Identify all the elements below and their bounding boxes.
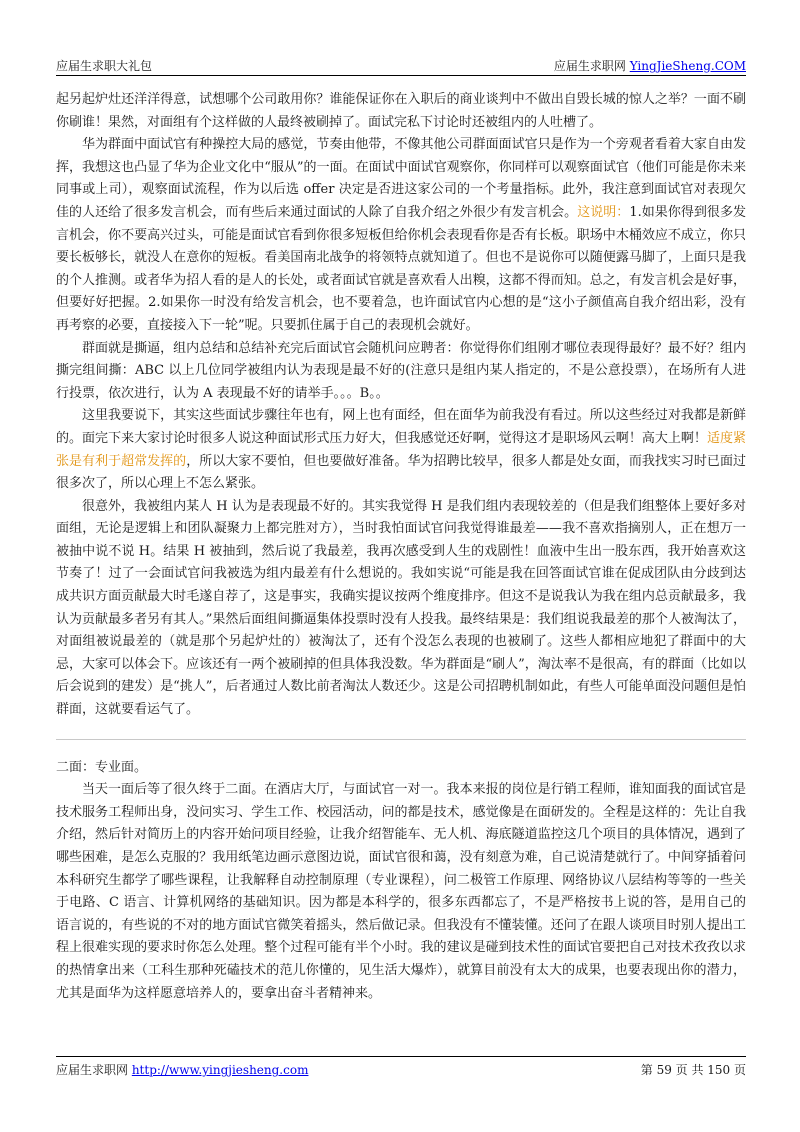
- header-title: 应届生求职大礼包: [56, 59, 153, 73]
- paragraph-2-text-a: 华为群面中面试官有种操控大局的感觉，节奏由他带，不像其他公司群面面试官只是作为一个旁观者看着大家自由发挥，我想这也凸显了华为企业文化中“服从”的一面。在面试中面试官观察你，你同样可以观察面试官（他们可能是你未来同事或上司），观察面试流程，作为以后选 offer 决定是否进这家公司的一个考量指标。此外，我注意到面试官对表现欠佳的人还给了很多发言机会，而有些后来通过面试的人除了自我介绍之外很少有发言机会。: [56, 137, 746, 220]
- paragraph-4-text-a: 这里我要说下，其实这些面试步骤往年也有，网上也有面经，但在面华为前我没有看过。所以这些经过对我都是新鲜的。面完下来大家讨论时很多人说这种面试形式压力好大，但我感觉还好啊，觉得这才是职场风云啊！高大上啊！: [56, 408, 746, 446]
- paragraph-4-text-b: ，所以大家不要怕，但也要做好准备。华为招聘比较早，很多人都是处女面，而我找实习时已面过很多次了，所以心理上不怎么紧张。: [56, 453, 746, 492]
- paragraph-2: [56, 134, 746, 337]
- paragraph-3: 群面就是撕逼，组内总结和总结补充完后面试官会随机问应聘者：你觉得你们组刚才哪位表现得最好？最不好？组内撕完组间撕：ABC 以上几位同学被组内认为表现是最不好的(注意只是组内某人指定的，不是公意投票），在场所有人进行投票，依次进行，认为 A 表现最不好的请举手。。。B。。: [56, 340, 746, 401]
- header-site-link[interactable]: YingJieSheng.COM: [629, 59, 746, 73]
- header-site-name: 应届生求职网: [553, 59, 630, 73]
- footer-site-name: 应届生求职网: [56, 1063, 132, 1077]
- page-number: 第 59 页 共 150 页: [640, 1063, 746, 1077]
- page-footer: [56, 1056, 746, 1079]
- paragraph-4: [56, 405, 746, 495]
- highlight-this-shows: 这说明：: [577, 204, 630, 220]
- section-divider: [56, 739, 746, 740]
- section-2-title: 二面：专业面。: [56, 759, 148, 775]
- paragraph-1: 起另起炉灶还洋洋得意，试想哪个公司敢用你？谁能保证你在入职后的商业谈判中不做出自毁长城的惊人之举？一面不刷你刷谁！果然，对面组有个这样做的人最终被刷掉了。面试完私下讨论时还被组内的人吐槽了。: [56, 92, 746, 130]
- page-header: [56, 55, 746, 76]
- footer-site: [56, 1061, 308, 1078]
- highlight-moderate-tension: 适度紧张是有利于超常发挥的: [56, 430, 746, 469]
- header-site: [554, 57, 746, 74]
- document-body: [56, 89, 746, 1005]
- paragraph-2-text-b: 1.如果你得到很多发言机会，你不要高兴过头，可能是面试官看到你很多短板但给你机会表现看你是否有长板。职场中木桶效应不成立，你只要长板够长，就没人在意你的短板。看美国南北战争的将领特点就知道了。但也不是说你可以随便露马脚了，上面只是我的个人推测。或者华为招人看的是人的长处，或者面试官就是喜欢看人出糗，这都不得而知。总之，有发言机会是好事，但要好好把握。2.如果你一时没有给发言机会，也不要着急，也许面试官内心想的是“这小子颜值高自我介绍出彩，没有再考察的必要，直接接入下一轮”呢。只要抓住属于自己的表现机会就好。: [56, 204, 746, 333]
- footer-site-link[interactable]: http://www.yingjiesheng.com: [131, 1063, 309, 1077]
- paragraph-6: 当天一面后等了很久终于二面。在酒店大厅，与面试官一对一。我本来报的岗位是行销工程师，谁知面我的面试官是技术服务工程师出身，没问实习、学生工作、校园活动，问的都是技术，感觉像是在面研发的。全程是这样的：先让自我介绍，然后针对简历上的内容开始问项目经验，让我介绍智能车、无人机、海底隧道监控这几个项目的具体情况，遇到了哪些困难，是怎么克服的？我用纸笔边画示意图边说，面试官很和蔼，没有刻意为难，自己说清楚就行了。中间穿插着问本科研究生都学了哪些课程，让我解释自动控制原理（专业课程），问二极管工作原理、网络协议八层结构等等的一些关于电路、C 语言、计算机网络的基础知识。因为都是本科学的，很多东西都忘了，不是严格按书上说的答，是用自己的语言说的，有些说的不对的地方面试官微笑着摇头，然后做记录。但我没有不懂装懂。还问了在跟人谈项目时别人提出工程上很难实现的要求时你怎么处理。整个过程可能有半个小时。我的建议是碰到技术性的面试官要把自己对技术孜孜以求的热情拿出来（工科生那种死磕技术的范儿你懂的，见生活大爆炸），就算目前没有太大的成果，也要表现出你的潜力，尤其是面华为这样愿意培养人的，要拿出奋斗者精神来。: [56, 782, 746, 1001]
- paragraph-5: 很意外，我被组内某人 H 认为是表现最不好的。其实我觉得 H 是我们组内表现较差的（但是我们组整体上要好多对面组，无论是逻辑上和团队凝聚力上都完胜对方），当时我怕面试官问我觉得谁最差——我不喜欢指摘别人，正在想万一被抽中说不说 H。结果 H 被抽到，然后说了我最差，我再次感受到人生的戏剧性！血液中生出一股东西，我开始喜欢这节奏了！过了一会面试官问我被选为组内最差有什么想说的。我如实说“可能是我在回答面试官谁在促成团队由分歧到达成共识方面贡献最大时毛遂自荐了，这是事实，我确实提议按两个维度排序。但这不是说我认为我在组内总贡献最多，我认为贡献最多者另有其人。”果然后面组间撕逼集体投票时没有人投我。最终结果是：我们组说我最差的那个人被淘汰了，对面组被说最差的（就是那个另起炉灶的）被淘汰了，还有个没怎么表现的也被刷了。这些人都相应地犯了群面中的大忌，大家可以体会下。应该还有一两个被刷掉的但具体我没数。华为群面是“刷人”，淘汰率不是很高，有的群面（比如以后会说到的建发）是“挑人”，后者通过人数比前者淘汰人数还少。这是公司招聘机制如此，有些人可能单面没问题但是怕群面，这就要看运气了。: [56, 498, 746, 718]
